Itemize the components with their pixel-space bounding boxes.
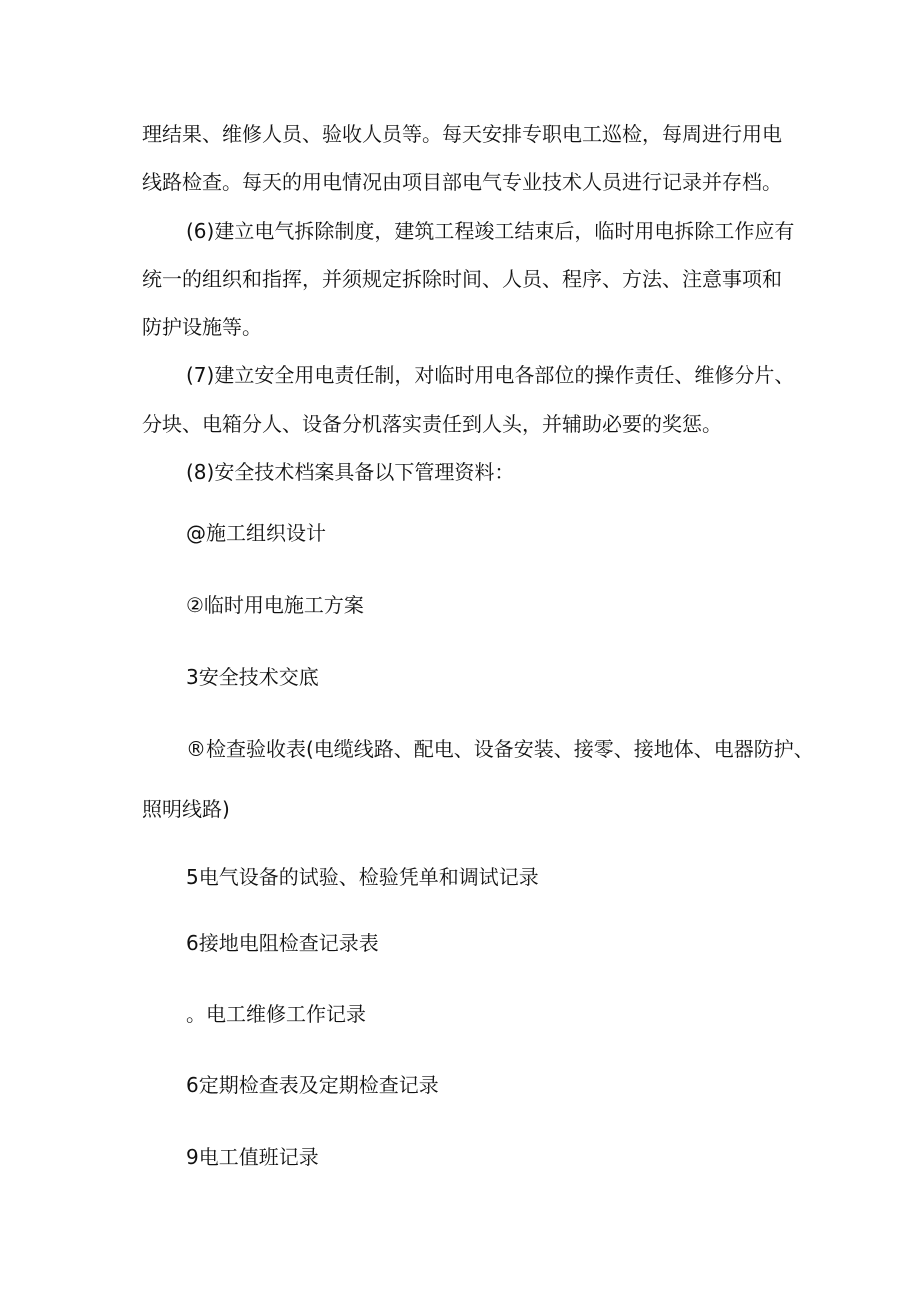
item-8-heading: (8)安全技术档案具备以下管理资料： xyxy=(186,460,515,484)
record-item-1: @施工组织设计 xyxy=(186,521,326,545)
record-item-9: 9电工值班记录 xyxy=(186,1145,319,1169)
paragraph-continuation-line-2: 线路检查。每天的用电情况由项目部电气专业技术人员进行记录并存档。 xyxy=(142,170,782,194)
record-item-7: 。电工维修工作记录 xyxy=(186,1002,366,1026)
record-item-2: ②临时用电施工方案 xyxy=(186,593,364,617)
item-6-line-1: (6)建立电气拆除制度，建筑工程竣工结束后，临时用电拆除工作应有 xyxy=(186,219,795,243)
record-item-4-line-2: 照明线路) xyxy=(142,797,230,821)
item-7-line-2: 分块、电箱分人、设备分机落实责任到人头，并辅助必要的奖惩。 xyxy=(142,412,722,436)
item-7-line-1: (7)建立安全用电责任制，对临时用电各部位的操作责任、维修分片、 xyxy=(186,363,795,387)
record-item-6: 6接地电阻检查记录表 xyxy=(186,931,379,955)
record-item-3: 3安全技术交底 xyxy=(186,665,319,689)
item-6-line-3: 防护设施等。 xyxy=(142,315,262,339)
record-item-8: 6定期检查表及定期检查记录 xyxy=(186,1073,439,1097)
record-item-5: 5电气设备的试验、检验凭单和调试记录 xyxy=(186,865,539,889)
item-6-line-2: 统一的组织和指挥，并须规定拆除时间、人员、程序、方法、注意事项和 xyxy=(142,267,782,291)
paragraph-continuation-line-1: 理结果、维修人员、验收人员等。每天安排专职电工巡检，每周进行用电 xyxy=(142,122,782,146)
record-item-4-line-1: ®检查验收表(电缆线路、配电、设备安装、接零、接地体、电器防护、 xyxy=(186,737,814,761)
